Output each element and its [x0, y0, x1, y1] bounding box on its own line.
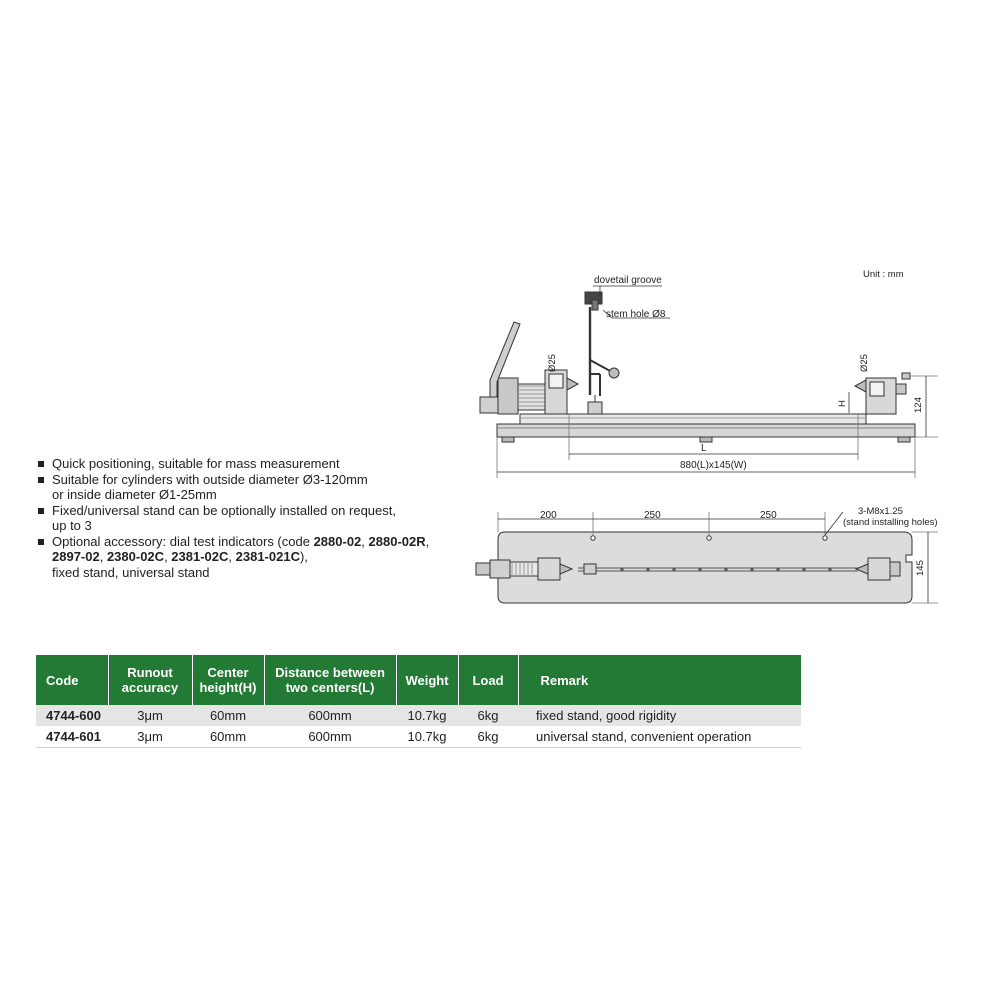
width-145-label: 145: [915, 560, 926, 576]
header-load: Load: [458, 655, 518, 705]
right-tailstock: [855, 373, 910, 414]
cell-runout: 3μm: [137, 708, 163, 723]
cell-distance: 600mm: [308, 708, 352, 723]
accessory-code: 2897-02: [52, 549, 100, 564]
front-base-plate: [497, 424, 915, 437]
left-headstock: [480, 322, 578, 414]
feature-item: [38, 534, 478, 581]
accessory-intro: Optional accessory: dial test indicators (code: [52, 533, 314, 549]
header-code: Code: [36, 655, 108, 705]
right-diameter-label: Ø25: [859, 354, 870, 372]
feature-item: [38, 503, 478, 534]
height-124-label: 124: [913, 397, 924, 413]
accessory-code: 2380-02C: [106, 549, 165, 564]
holes-sub-label: (stand installing holes): [843, 517, 938, 528]
feature-text: or inside diameter Ø1-25mm: [52, 487, 217, 502]
separator: ,: [228, 549, 236, 564]
holes-label: 3-M8x1.25: [858, 506, 903, 517]
header-remark: Remark: [540, 672, 589, 688]
l-label: L: [701, 443, 707, 454]
separator: ,: [361, 533, 369, 549]
separator: ,: [425, 533, 430, 549]
feature-text: up to 3: [52, 518, 92, 533]
header-weight: Weight: [396, 655, 458, 705]
header-text: accuracy: [121, 680, 179, 695]
front-view: [480, 292, 915, 442]
header-runout: [108, 655, 192, 705]
separator: ),: [299, 549, 308, 564]
feature-item: [38, 456, 478, 472]
overall-size-label: 880(L)x145(W): [680, 460, 747, 471]
separator: ,: [99, 549, 107, 564]
header-center-height: [192, 655, 264, 705]
cell-code: 4744-600: [46, 708, 101, 723]
dim-250b-label: 250: [760, 510, 777, 521]
cell-load: 6kg: [477, 728, 499, 744]
header-text: Center: [207, 665, 249, 680]
feature-item: [38, 472, 478, 503]
cell-weight: 10.7kg: [407, 708, 447, 723]
cell-remark: universal stand, convenient operation: [536, 728, 752, 744]
unit-label: Unit : mm: [863, 269, 904, 280]
accessory-code: 2880-02R: [368, 533, 426, 549]
dim-250a-label: 250: [644, 510, 661, 521]
spec-table: [36, 655, 801, 748]
feature-text: [52, 534, 478, 550]
feature-text: Fixed/universal stand can be optionally installed on request,: [52, 502, 396, 518]
table-row: [36, 705, 801, 726]
stem-hole-label: stem hole Ø8: [606, 309, 666, 320]
top-view: [476, 532, 912, 603]
left-diameter-label: Ø25: [547, 354, 558, 372]
feature-text: fixed stand, universal stand: [52, 564, 210, 580]
header-text: Distance between: [275, 665, 385, 680]
accessory-code: 2381-02C: [171, 549, 229, 564]
feature-text: [52, 549, 478, 565]
cell-height: 60mm: [209, 708, 247, 723]
dovetail-groove-label: dovetail groove: [594, 275, 662, 286]
cell-runout: 3μm: [137, 728, 163, 744]
header-text: two centers(L): [285, 680, 375, 695]
header-text: height(H): [199, 680, 257, 695]
feature-list: [38, 456, 478, 580]
dim-200-label: 200: [540, 510, 557, 521]
cell-remark: fixed stand, good rigidity: [536, 708, 677, 723]
table-header-row: [36, 655, 801, 705]
cell-weight: 10.7kg: [407, 728, 447, 744]
front-guide-rail: [520, 414, 866, 424]
h-label: H: [837, 400, 848, 407]
accessory-code: 2880-02: [313, 533, 362, 549]
cell-code: 4744-601: [46, 728, 101, 744]
feature-text: Quick positioning, suitable for mass measurement: [52, 456, 340, 471]
table-row: [36, 726, 801, 747]
accessory-code: 2381-021C: [235, 549, 300, 564]
header-text: Runout: [127, 665, 173, 680]
feature-text: Suitable for cylinders with outside diameter Ø3-120mm: [52, 471, 368, 487]
header-distance: [264, 655, 396, 705]
cell-load: 6kg: [477, 708, 499, 723]
separator: ,: [164, 549, 172, 564]
cell-distance: 600mm: [308, 728, 352, 744]
cell-height: 60mm: [209, 728, 247, 744]
